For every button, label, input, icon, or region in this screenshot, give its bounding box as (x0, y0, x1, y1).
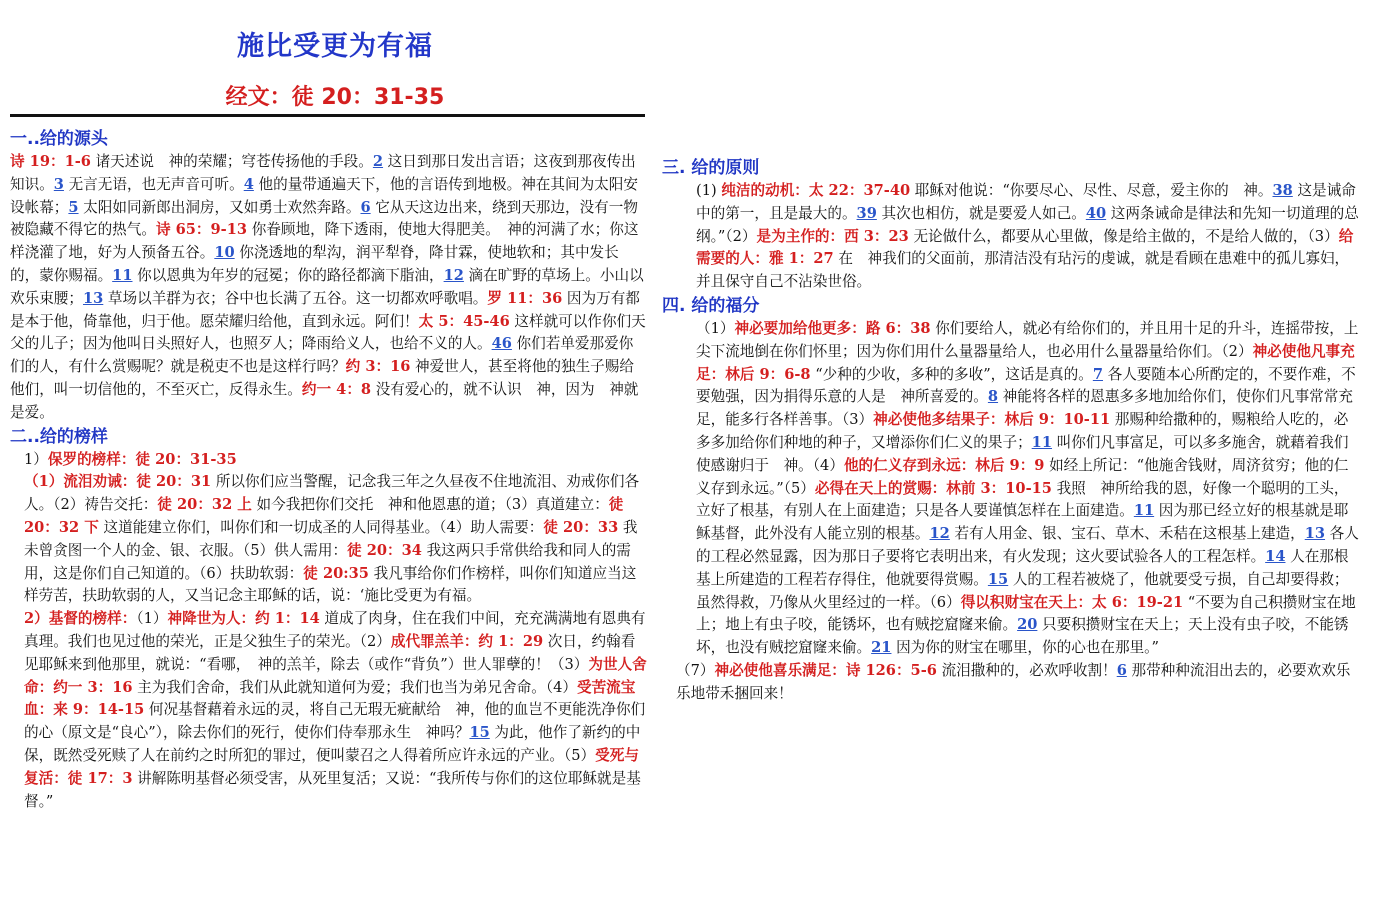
verse-text: 我照 神所给我的恩，好像一个聪明的工头，立好了根基，有别人在上面建造；只是各人要谨慎怎样在上面建造。 (696, 479, 1349, 520)
verse-number: 15 (469, 724, 490, 742)
verse-text: 在 神我们的父面前，那清洁没有玷污的虔诚，就是看顾在患难中的孤儿寡妇，并且保守自己不沾染世俗。 (696, 250, 1350, 291)
verse-text: 1） (24, 450, 48, 468)
verse-number: 2 (372, 153, 384, 170)
scripture-citation: 受死与复活：徒 17：3 (24, 746, 639, 787)
scripture-citation: 神必使他凡事充足：林后 9：6-8 (696, 342, 1355, 383)
verse-text: 何况基督藉着永远的灵，将自己无瑕无疵献给 神，他的血岂不更能洗净你们的心（原文是“良心”），除去你们的死行，使你们侍奉那永生 神吗？ (24, 701, 646, 742)
scripture-citation: 徒 20：31 (136, 473, 212, 491)
verse-text: 主为我们舍命，我们从此就知道何为爱；我们也当为弟兄舍命。（4） (132, 678, 577, 696)
verse-text: “不要为自己积攒财宝在地上；地上有虫子咬，能锈坏，也有贼挖窟窿来偷。 (696, 593, 1356, 634)
verse-text: 你浇透地的犁沟，润平犁脊，降甘霖，使地软和；其中发长的，蒙你赐福。 (10, 244, 619, 284)
verse-number: 20 (1017, 616, 1038, 634)
scripture-citation: 为世人舍命：约一 3：16 (24, 655, 647, 696)
verse-text: 人在那根基上所建造的工程若存得住，他就要得赏赐。 (696, 547, 1349, 588)
verse-number: 39 (856, 204, 877, 222)
scripture-citation: 罗 11：36 (487, 289, 563, 307)
section-heading: 二..给的榜样 (10, 426, 108, 447)
scripture-citation: 保罗的榜样： (47, 450, 136, 468)
verse-number: 14 (1265, 547, 1286, 565)
scripture-citation: 2）基督的榜样： (24, 610, 137, 628)
verse-text: 诸天述说 神的荣耀；穹苍传扬他的手段。 (90, 153, 373, 170)
scripture-citation: 神必使他多结果子：林后 9：10-11 (873, 411, 1111, 429)
paragraph (10, 151, 647, 425)
scripture-citation: 徒 20：31-35 (135, 450, 237, 468)
verse-text: 我这两只手常供给我和同人的需用，这是你们自己知道的。（6）扶助软弱： (24, 541, 631, 582)
verse-text: 他的量带通遍天下，他的言语传到地极。神在其间为太阳安设帐幕； (10, 175, 638, 216)
scripture-citation: 给需要的人：雅 1：27 (696, 227, 1354, 268)
verse-number: 13 (82, 289, 104, 307)
verse-number: 4 (243, 175, 254, 193)
verse-text: 我未曾贪图一个人的金、银、衣服。（5）供人需用： (24, 518, 638, 559)
verse-text: 神能将各样的恩惠多多地加给你们，使你们凡事常常充足，能多行各样善事。（3） (696, 388, 1353, 429)
verse-text: 只要积攒财宝在天上；天上没有虫子咬，不能锈坏，也没有贼挖窟窿来偷。 (696, 616, 1349, 657)
verse-text: 为此，他作了新约的中保，既然受死赎了人在前约之时所犯的罪过，便叫蒙召之人得着所应许永远的产业。（5） (24, 724, 641, 764)
scripture-citation: 纯洁的动机：太 22：37-40 (721, 182, 911, 199)
verse-text: 我凡事给你们作榜样，叫你们知道应当这样劳苦，扶助软弱的人，又当记念主耶稣的话，说：‘施比受更为有福。 (24, 564, 637, 605)
verse-number: 7 (1092, 365, 1103, 383)
verse-text: 无言无语，也无声音可听。 (63, 175, 244, 193)
scripture-citation: 约一 4：8 (301, 380, 372, 398)
right-column (662, 156, 1362, 796)
verse-text: 耶稣对他说：“你要尽心、尽性、尽意，爱主你的 神。 (910, 182, 1273, 199)
verse-number: 11 (1031, 433, 1052, 451)
verse-text: 这是诫命中的第一，且是最大的。 (696, 182, 1356, 222)
verse-number: 3 (53, 175, 64, 193)
verse-text: 那带种种流泪出去的，必要欢欢乐乐地带禾捆回来！ (676, 661, 1351, 702)
scripture-reference: 经文：徒 20：31-35 (225, 85, 445, 110)
scripture-citation: 诗 19：1-6 (10, 153, 91, 170)
verse-text: 各人的工程必然显露，因为那日子要将它表明出来，有火发现；这火要试验各人的工程怎样。 (696, 525, 1359, 565)
scripture-citation: 他的仁义存到永远：林后 9：9 (843, 456, 1045, 474)
scripture-citation: 得以积财宝在天上：太 6：19-21 (960, 593, 1184, 611)
verse-text: (1) (696, 182, 722, 199)
verse-number: 12 (443, 266, 464, 284)
scripture-citation: 受苦流宝血：来 9：14-15 (24, 678, 636, 719)
verse-text: “少种的少收，多种的多收”，这话是真的。 (810, 365, 1093, 383)
verse-text: 你以恩典为年岁的冠冕；你的路径都滴下脂油， (132, 266, 444, 284)
scripture-citation: 必得在天上的赏赐：林前 3：10-15 (814, 479, 1052, 497)
paragraph (662, 660, 1362, 706)
scripture-citation: （1）流泪劝诫： (24, 473, 137, 491)
verse-number: 12 (929, 525, 950, 543)
verse-text: 滴在旷野的草场上。小山以欢乐束腰； (10, 266, 644, 307)
verse-text: 因为你的财宝在哪里，你的心也在那里。” (891, 639, 1159, 657)
verse-number: 6 (1116, 661, 1127, 679)
paragraph (662, 318, 1362, 660)
verse-text: 你们要给人，就必有给你们的，并且用十足的升斗，连摇带按，上尖下流地倒在你们怀里；因为你们用什么量器量给人，也必用什么量器量给你们。（2） (696, 319, 1359, 360)
paragraph (10, 608, 647, 813)
verse-text: 叫你们凡事富足，可以多多施舍，就藉着我们使感谢归于 神。（4） (696, 433, 1349, 474)
verse-text: 如经上所记：“他施舍钱财，周济贫穷；他的仁义存到永远。”（5） (696, 456, 1349, 497)
verse-number: 46 (491, 335, 512, 353)
scripture-citation: 是为主作的：西 3：23 (756, 227, 909, 245)
verse-number: 40 (1085, 204, 1107, 222)
verse-text: 所以你们应当警醒，记念我三年之久昼夜不住地流泪、劝戒你们各人。（2）祷告交托： (24, 473, 640, 514)
verse-text: 人的工程若被烧了，他就要受亏损，自己却要得救；虽然得救，乃像从火里经过的一样。（6） (696, 570, 1349, 611)
scripture-citation: 太 5：45-46 (418, 312, 510, 330)
verse-text: 无论做什么，都要从心里做，像是给主做的，不是给人做的，（3） (908, 227, 1339, 245)
verse-number: 11 (1133, 502, 1155, 520)
scripture-citation: 徒 20：33 (543, 518, 619, 536)
verse-number: 10 (214, 244, 235, 262)
scripture-citation: 诗 65：9-13 (155, 221, 248, 239)
scripture-citation: 成代罪羔羊：约 1：29 (390, 632, 544, 650)
scripture-citation: 神必要加给他更多：路 6：38 (734, 319, 931, 337)
verse-text: 讲解陈明基督必须受害，从死里复活；又说：“我所传与你们的这位耶稣就是基督。” (24, 769, 641, 810)
paragraph (10, 471, 647, 608)
verse-number: 21 (871, 639, 892, 657)
paragraph (662, 180, 1362, 294)
section-heading: 三. 给的原则 (662, 158, 760, 178)
scripture-citation: 徒 20:35 (303, 564, 369, 582)
scripture-citation: 神必使他喜乐满足：诗 126：5-6 (714, 661, 937, 679)
verse-text: 太阳如同新郎出洞房，又如勇士欢然奔路。 (78, 198, 361, 216)
verse-text: 如今我把你们交托 神和他恩惠的道；（3）真道建立： (251, 496, 609, 514)
verse-text: 你们若单爱那爱你们的人，有什么赏赐呢？就是税吏不也是这样行吗？ (10, 335, 634, 376)
verse-text: 各人要随本心所酌定的，不要作难，不要勉强，因为捐得乐意的人是 神所喜爱的。 (696, 365, 1356, 406)
scripture-citation: 约 3：16 (345, 358, 411, 376)
scripture-citation: 神降世为人：约 1：14 (167, 610, 320, 628)
verse-text: 草场以羊群为衣；谷中也长满了五谷。这一切都欢呼歌唱。 (103, 289, 488, 307)
verse-text: 那赐种给撒种的，赐粮给人吃的，必多多加给你们种地的种子，又增添你们仁义的果子； (696, 411, 1349, 451)
verse-text: 次日，约翰看见耶稣来到他那里，就说：“看哪， 神的羔羊，除去（或作“背负”）世人罪孽的！（3） (24, 632, 636, 673)
verse-number: 38 (1272, 182, 1293, 199)
verse-number: 13 (1304, 525, 1326, 543)
verse-text: 这样就可以作你们天父的儿子；因为他叫日头照好人，也照歹人；降雨给义人，也给不义的人。 (10, 312, 646, 353)
verse-text: 这两条诫命是律法和先知一切道理的总纲。”（2） (696, 204, 1359, 245)
verse-text: 神爱世人，甚至将他的独生子赐给他们，叫一切信他的，不至灭亡，反得永生。 (10, 358, 634, 398)
verse-text: 其次也相仿，就是要爱人如己。 (876, 204, 1086, 222)
paragraph (10, 449, 647, 472)
scripture-citation: 徒 20：34 (347, 541, 422, 559)
section-heading: 四. 给的福分 (662, 295, 760, 316)
verse-text: （7） (676, 661, 715, 679)
page-title: 施比受更为有福 (237, 31, 433, 62)
verse-text: 若有人用金、银、宝石、草木、禾秸在这根基上建造， (949, 525, 1305, 543)
verse-text: 因为万有都是本于他，倚靠他，归于他。愿荣耀归给他，直到永远。阿们！ (10, 289, 640, 330)
verse-number: 11 (112, 266, 133, 284)
scripture-citation: 徒 20：32 下 (24, 496, 629, 536)
verse-number: 6 (360, 198, 371, 216)
title-divider (10, 114, 645, 117)
verse-text: 你眷顾地，降下透雨，使地大得肥美。 神的河满了水；你这样浇灌了地，好为人预备五谷。 (10, 221, 639, 262)
verse-number: 8 (987, 388, 999, 406)
verse-text: 因为那已经立好的根基就是耶稣基督，此外没有人能立别的根基。 (696, 502, 1349, 543)
verse-text: 没有爱心的，就不认识 神，因为 神就是爱。 (10, 380, 639, 421)
verse-text: 道成了肉身，住在我们中间，充充满满地有恩典有真理。我们也见过他的荣光，正是父独生子的荣光。（2） (24, 610, 646, 650)
verse-text: （1） (136, 610, 168, 628)
verse-number: 5 (68, 198, 79, 216)
left-column (10, 127, 647, 857)
section-heading: 一..给的源头 (10, 129, 108, 149)
verse-text: 这道能建立你们，叫你们和一切成圣的人同得基业。（4）助人需要： (98, 518, 544, 536)
verse-text: 流泪撒种的，必欢呼收割！ (936, 661, 1117, 679)
verse-text: 它从天这边出来，绕到天那边，没有一物被隐藏不得它的热气。 (10, 198, 638, 239)
verse-text: 这日到那日发出言语；这夜到那夜传出知识。 (10, 153, 636, 193)
verse-number: 15 (987, 570, 1009, 588)
verse-text: （1） (696, 319, 735, 337)
scripture-citation: 徒 20：32 上 (157, 496, 252, 514)
